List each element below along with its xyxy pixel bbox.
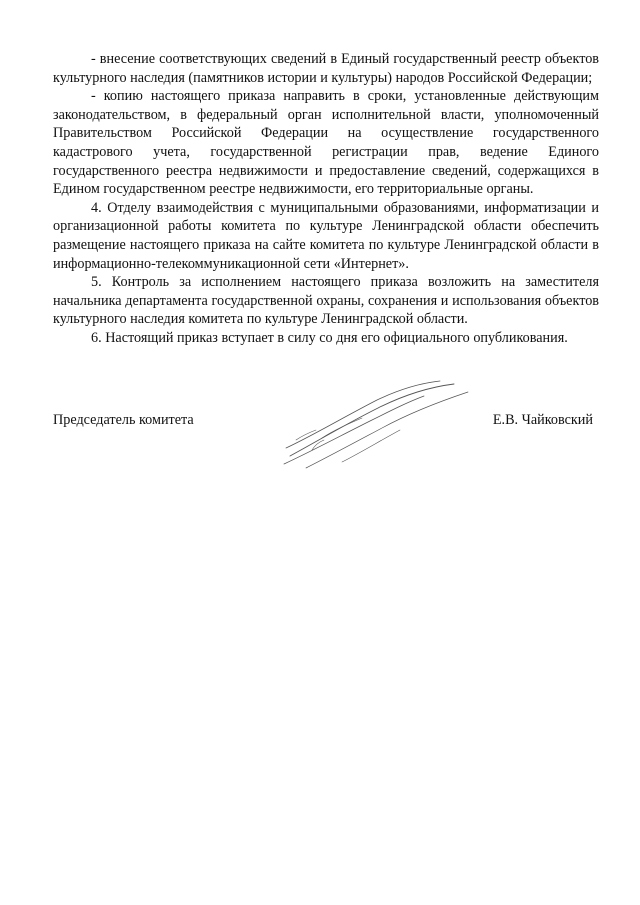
handwritten-signature: [282, 378, 472, 474]
paragraph-item-4: 4. Отделу взаимодействия с муниципальными образованиями, информатизации и организационной работы комитета по культуре Ленинградской области обеспечить размещение настоящего приказа на сайте комитета по культуре Ленинградской области в информационно-телекоммуникационной сети «Интернет».: [53, 199, 599, 272]
signatory-name: Е.В. Чайковский: [492, 412, 593, 428]
signatory-position: Председатель комитета: [53, 412, 194, 428]
paragraph-copy-order: - копию настоящего приказа направить в сроки, установленные действующим законодательством, в федеральный орган исполнительной власти, уполномоченный Правительством Российской Федерации на осуществление государственного кадастрового учета, государственной регистрации прав, ведение Единого государственного реестра недвижимости и предоставление сведений, содержащихся в Едином государственном реестре недвижимости, его территориальные органы.: [53, 88, 599, 198]
document-body: [53, 50, 599, 348]
paragraph-registry-entry: - внесение соответствующих сведений в Единый государственный реестр объектов культурного наследия (памятников истории и культуры) народов Российской Федерации;: [53, 51, 599, 86]
paragraph-item-6: 6. Настоящий приказ вступает в силу со дня его официального опубликования.: [91, 329, 568, 346]
paragraph-item-5: 5. Контроль за исполнением настоящего приказа возложить на заместителя начальника департамента государственной охраны, сохранения и использования объектов культурного наследия комитета по культуре Ленинградской области.: [53, 274, 599, 328]
